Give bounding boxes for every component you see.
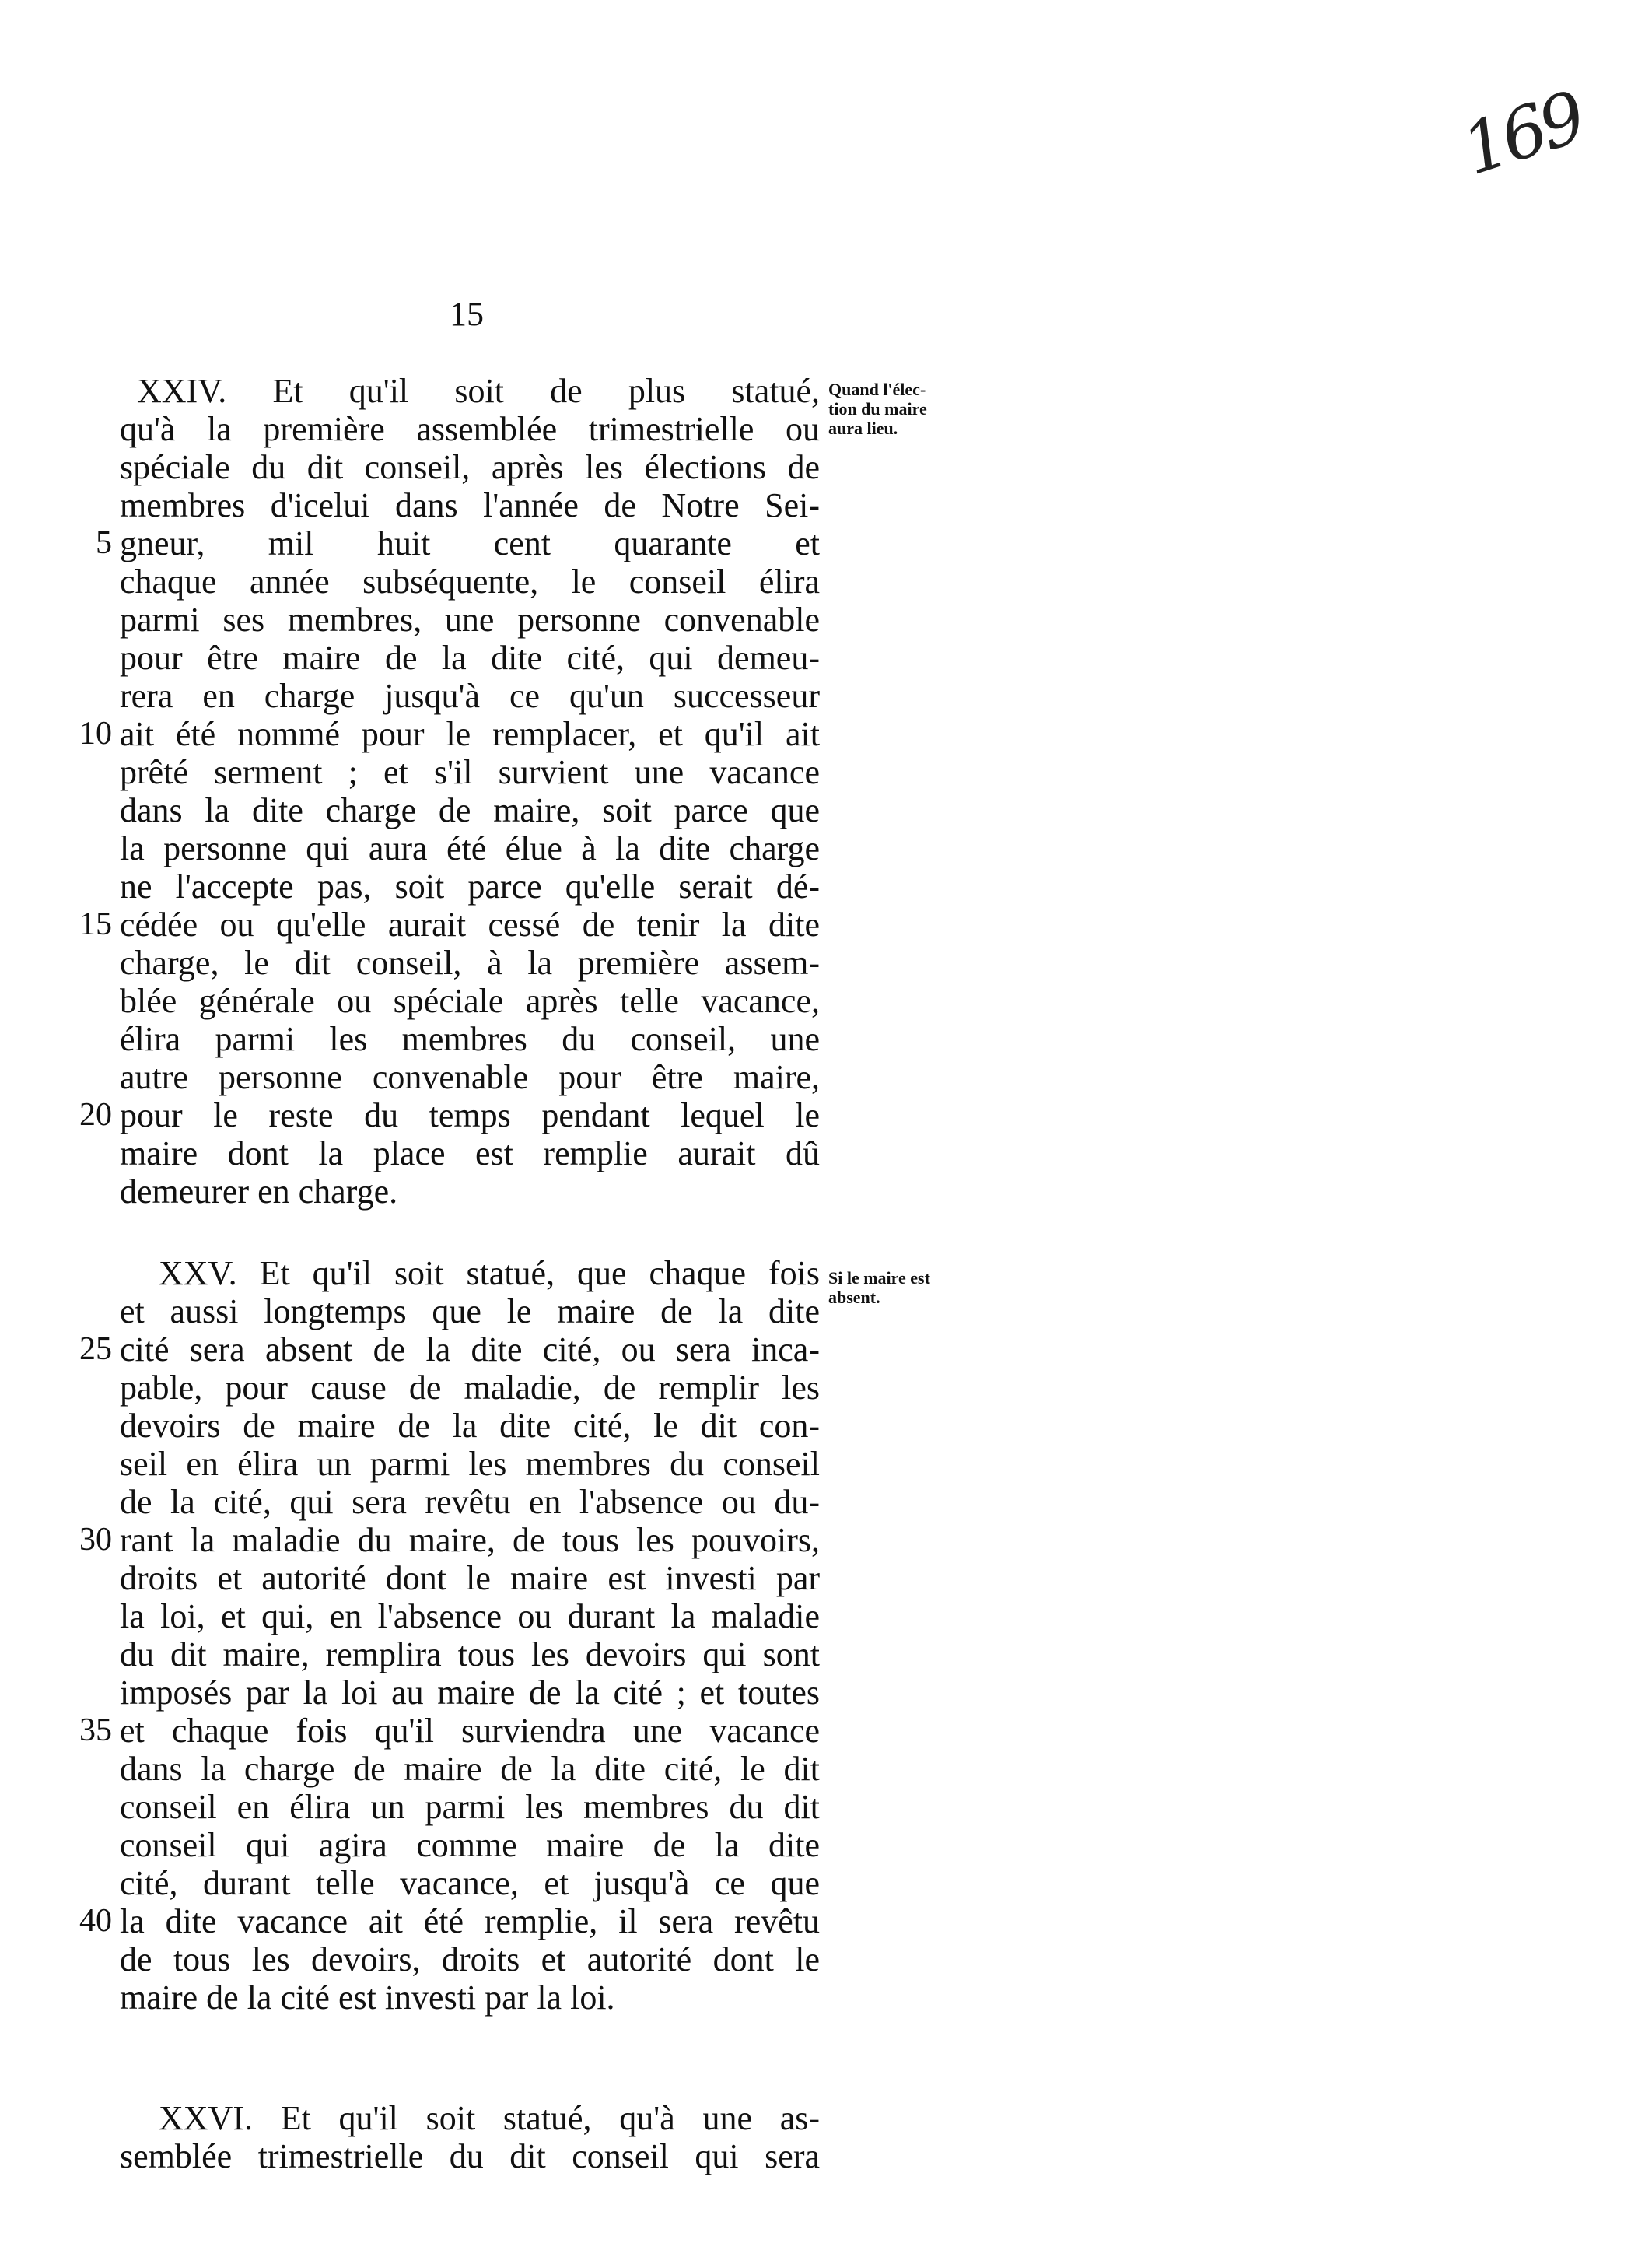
line-text: cité sera absent de la dite cité, ou sera inca-: [120, 1330, 820, 1369]
line-text: élira parmi les membres du conseil, une: [120, 1020, 820, 1058]
text-line: [120, 1826, 820, 1864]
text-line: [120, 639, 820, 677]
text-line: [120, 1254, 820, 1292]
line-text: et chaque fois qu'il surviendra une vacance: [120, 1712, 820, 1750]
line-text: de tous les devoirs, droits et autorité dont le: [120, 1940, 820, 1978]
text-line: [120, 1369, 820, 1407]
line-text: gneur, mil huit cent quarante et: [120, 524, 820, 562]
line-text: devoirs de maire de la dite cité, le dit con-: [120, 1407, 820, 1445]
handwritten-folio-number: 169: [1452, 76, 1592, 192]
text-line: [120, 448, 820, 486]
text-line: [79, 715, 820, 753]
line-text: du dit maire, remplira tous les devoirs qui sont: [120, 1635, 820, 1673]
line-text: prêté serment ; et s'il survient une vacance: [120, 753, 820, 791]
line-text: semblée trimestrielle du dit conseil qui sera: [120, 2137, 820, 2175]
text-line: [96, 524, 820, 562]
line-text: la personne qui aura été élue à la dite charge: [120, 829, 820, 867]
text-line: [120, 372, 820, 410]
text-line: [120, 1292, 820, 1330]
line-text: XXV. Et qu'il soit statué, que chaque fois: [159, 1254, 820, 1292]
line-text: spéciale du dit conseil, après les élections de: [120, 448, 820, 486]
text-line: [120, 944, 820, 982]
sidenote-xxiv: [828, 380, 984, 438]
line-text: dans la charge de maire de la dite cité, le dit: [120, 1750, 820, 1788]
line-text: cédée ou qu'elle aurait cessé de tenir la dite: [120, 906, 820, 944]
line-text: autre personne convenable pour être maire,: [120, 1058, 820, 1096]
text-line: [120, 2099, 820, 2137]
line-number: 15: [79, 906, 112, 942]
line-text: pable, pour cause de maladie, de remplir les: [120, 1369, 820, 1407]
line-text: seil en élira un parmi les membres du conseil: [120, 1445, 820, 1483]
sidenote-line: aura lieu.: [828, 419, 898, 438]
line-text: XXIV. Et qu'il soit de plus statué,: [137, 372, 820, 410]
line-text: XXVI. Et qu'il soit statué, qu'à une as-: [159, 2099, 820, 2137]
text-line: [120, 829, 820, 867]
text-line: [79, 1902, 820, 1940]
line-number: 35: [79, 1712, 112, 1748]
text-line: [120, 601, 820, 639]
sidenote-xxv: [828, 1268, 984, 1307]
text-line: [120, 410, 820, 448]
text-line: [120, 486, 820, 524]
text-line: [120, 1597, 820, 1635]
text-line: [120, 1673, 820, 1712]
section-xxv: [79, 1254, 820, 2017]
line-text: qu'à la première assemblée trimestrielle ou: [120, 410, 820, 448]
text-line: [120, 982, 820, 1020]
text-line: [120, 1559, 820, 1597]
line-text: chaque année subséquente, le conseil élira: [120, 562, 820, 601]
page-number: 15: [450, 295, 484, 333]
line-text: maire de la cité est investi par la loi.: [120, 1978, 615, 2017]
line-text: maire dont la place est remplie aurait dû: [120, 1134, 820, 1172]
sidenote-line: absent.: [828, 1288, 880, 1307]
sidenote-line: Si le maire est: [828, 1268, 930, 1288]
text-line: [120, 1864, 820, 1902]
text-line: [120, 1635, 820, 1673]
line-text: blée générale ou spéciale après telle vacance,: [120, 982, 820, 1020]
text-line: [120, 1134, 820, 1172]
text-line: [120, 1058, 820, 1096]
line-text: de la cité, qui sera revêtu en l'absence ou du-: [120, 1483, 820, 1521]
text-line: [120, 1750, 820, 1788]
text-line: [79, 1330, 820, 1369]
text-line: [120, 1445, 820, 1483]
line-text: et aussi longtemps que le maire de la dite: [120, 1292, 820, 1330]
line-text: pour être maire de la dite cité, qui demeu-: [120, 639, 820, 677]
line-text: ait été nommé pour le remplacer, et qu'il ait: [120, 715, 820, 753]
line-text: conseil en élira un parmi les membres du dit: [120, 1788, 820, 1826]
text-line: [120, 1788, 820, 1826]
line-number: 10: [79, 716, 112, 752]
line-text: pour le reste du temps pendant lequel le: [120, 1096, 820, 1134]
text-line: [120, 791, 820, 829]
section-xxiv: [79, 372, 820, 1211]
text-line: [120, 677, 820, 715]
line-text: conseil qui agira comme maire de la dite: [120, 1826, 820, 1864]
text-line: [79, 906, 820, 944]
line-text: ne l'accepte pas, soit parce qu'elle serait dé-: [120, 867, 820, 906]
line-number: 30: [79, 1522, 112, 1558]
text-line: [120, 1172, 820, 1211]
sidenote-line: Quand l'élec-: [828, 380, 926, 399]
line-text: rant la maladie du maire, de tous les pouvoirs,: [120, 1521, 820, 1559]
text-line: [79, 1521, 820, 1559]
line-text: droits et autorité dont le maire est investi par: [120, 1559, 820, 1597]
line-text: cité, durant telle vacance, et jusqu'à ce que: [120, 1864, 820, 1902]
line-text: dans la dite charge de maire, soit parce que: [120, 791, 820, 829]
text-line: [120, 1978, 820, 2017]
line-number: 25: [79, 1331, 112, 1367]
line-text: demeurer en charge.: [120, 1172, 398, 1211]
line-text: imposés par la loi au maire de la cité ; et toutes: [120, 1673, 820, 1712]
line-text: parmi ses membres, une personne convenable: [120, 601, 820, 639]
line-text: charge, le dit conseil, à la première assem-: [120, 944, 820, 982]
sidenote-line: tion du maire: [828, 399, 927, 419]
line-text: membres d'icelui dans l'année de Notre Sei-: [120, 486, 820, 524]
text-line: [120, 1407, 820, 1445]
text-line: [120, 1483, 820, 1521]
text-line: [120, 867, 820, 906]
line-number: 20: [79, 1097, 112, 1133]
line-number: 5: [96, 525, 112, 561]
line-text: rera en charge jusqu'à ce qu'un successeur: [120, 677, 820, 715]
text-line: [120, 562, 820, 601]
text-line: [120, 1020, 820, 1058]
line-text: la dite vacance ait été remplie, il sera revêtu: [120, 1902, 820, 1940]
text-line: [120, 2137, 820, 2175]
text-line: [79, 1096, 820, 1134]
text-line: [120, 753, 820, 791]
text-line: [79, 1712, 820, 1750]
line-text: la loi, et qui, en l'absence ou durant la maladie: [120, 1597, 820, 1635]
section-xxvi: [120, 2099, 820, 2175]
text-line: [120, 1940, 820, 1978]
line-number: 40: [79, 1903, 112, 1939]
